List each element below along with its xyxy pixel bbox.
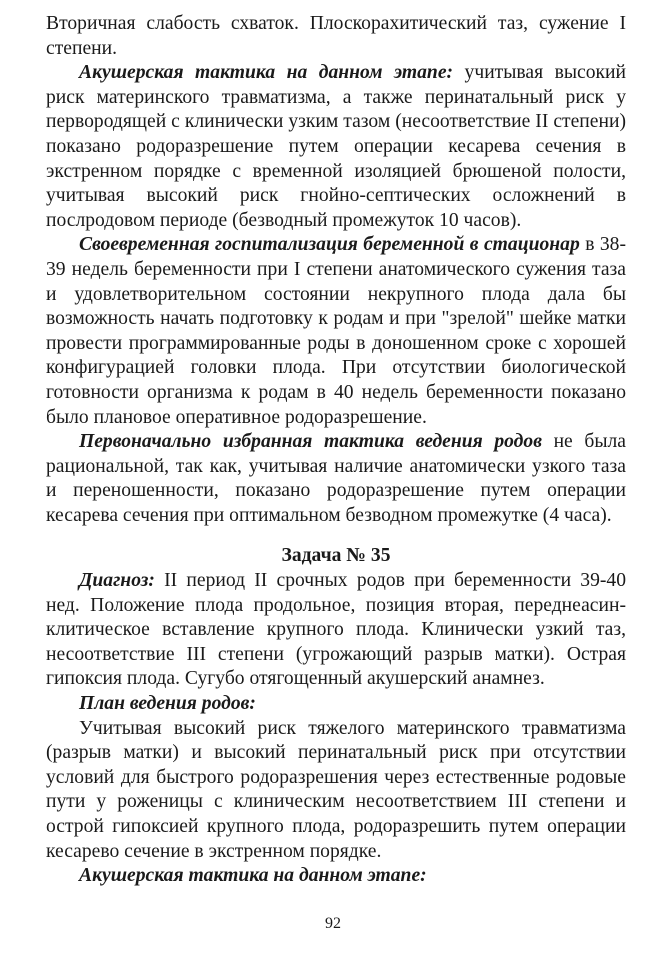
- hospitalization-label: Своевременная госпитализация беременной в стационар: [79, 234, 580, 256]
- document-page: [46, 12, 626, 889]
- paragraph-diagnosis: [46, 569, 626, 692]
- initial-tactics-label: Первоначально избранная тактика ведения родов: [79, 431, 542, 453]
- paragraph-hospitalization: [46, 233, 626, 430]
- page-number: 92: [325, 915, 341, 932]
- task-heading: Задача № 35: [281, 545, 391, 567]
- plan-label: План ведения родов:: [79, 693, 256, 715]
- diagnosis-label: Диагноз:: [79, 570, 155, 592]
- paragraph-plan: Учитывая высокий риск тяжелого материнского травматизма (разрыв матки) и высокий перинатальный риск при отсутствии условий для быстрого родоразрешения через естественные родовые пути у роженицы с клиническим несоответствием III степени и острой гипоксией крупного плода, родоразрешить путем операции кесарево сечение в экстренном порядке.: [46, 717, 626, 862]
- paragraph-initial-tactics: [46, 430, 626, 528]
- paragraph-tactics: [46, 61, 626, 233]
- tactics-text: учитывая высокий риск материнского травматизма, а также перинатальный риск у первородящей с клинически узким тазом (несоответствие II степени) показано родоразрешение путем операции кесарева сечения в экстренном порядке с временной изоляцией брюшеной полости, учитывая высокий риск гнойно-септических осложнений в послродовом периоде (безводный промежуток 10 часов).: [46, 62, 626, 231]
- diagnosis-text: II период II срочных родов при беременности 39-40 нед. Положение плода продольное, позиция вторая, переднеасинклитическое вставление крупного плода. Клинически узкий таз, несоответствие III степени (угрожающий разрыв матки). Острая гипоксия плода. Сугубо отягощенный акушерский анамнез.: [46, 570, 626, 690]
- hospitalization-text: в 38-39 недель беременности при I степени анатомического сужения таза и удовлетворительном состоянии некрупного плода дала бы возможность начать подготовку к родам и при "зрелой" шейке матки провести программированные роды в доношенном сроке с хорошей конфигурацией головки плода. При отсутствии биологической готовности организма к родам в 40 недель беременности показано было плановое оперативное родоразрешение.: [46, 234, 627, 428]
- tactics-label: Акушерская тактика на данном этапе:: [79, 62, 454, 84]
- paragraph-continuation: Вторичная слабость схваток. Плоскорахитический таз, сужение I степени.: [46, 13, 626, 59]
- final-tactics-label: Акушерская тактика на данном этапе:: [79, 865, 427, 887]
- initial-tactics-text: не была рациональной, так как, учитывая наличие анатомически узкого таза и переношенности, показано родоразрешение путем операции кесарева сечения при оптимальном безводном промежутке (4 часа).: [46, 431, 626, 526]
- paragraph-final-tactics: [46, 864, 626, 889]
- paragraph-plan-heading: [46, 692, 626, 717]
